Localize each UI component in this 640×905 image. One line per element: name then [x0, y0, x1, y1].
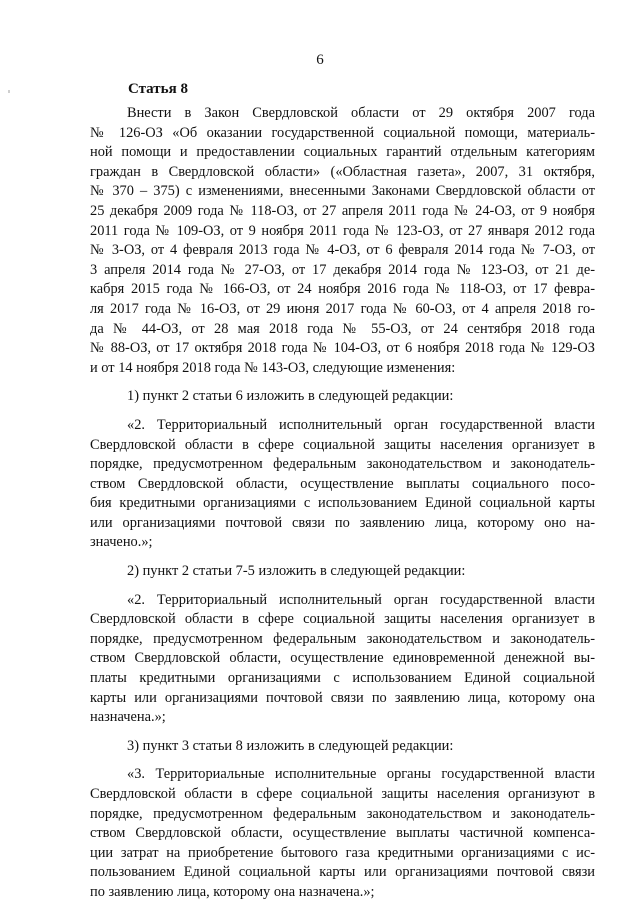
- item3-heading: 3) пункт 3 статьи 8 изложить в следующей редакции:: [127, 737, 454, 754]
- text-line: Внести в Закон Свердловской области от 29 октября 2007 года: [127, 105, 595, 121]
- text-line: Свердловской области в сфере социальной защиты населения организует в: [90, 611, 595, 628]
- item2-paragraph: [90, 591, 595, 728]
- text-line: «2. Территориальный исполнительный орган государственной власти: [127, 591, 595, 608]
- text-line: бия кредитными организациями с использованием Единой социальной карты: [90, 495, 595, 512]
- text-line: ством Свердловской области, осуществление выплаты социального посо-: [90, 475, 595, 492]
- text-line: ством Свердловской области, осуществление единовременной денежной вы-: [90, 650, 595, 667]
- text-line: «2. Территориальный исполнительный орган государственной власти: [127, 416, 595, 433]
- page-number: 6: [316, 52, 324, 68]
- item2-heading: 2) пункт 2 статьи 7-5 изложить в следующей редакции:: [127, 563, 466, 580]
- text-line: и от 14 ноября 2018 года № 143-ОЗ, следующие изменения:: [90, 359, 456, 376]
- intro-paragraph: [90, 104, 595, 378]
- text-line: да № 44-ОЗ, от 28 мая 2018 года № 55-ОЗ, от 24 сентября 2018 года: [90, 320, 595, 337]
- text-line: порядке, предусмотренном федеральным законодательством и законодатель-: [90, 630, 595, 647]
- text-line: № 3-ОЗ, от 4 февраля 2013 года № 4-ОЗ, от 6 февраля 2014 года № 7-ОЗ, от: [90, 242, 595, 259]
- text-line: ной помощи и предоставлении социальных гарантий отдельным категориям: [90, 144, 595, 161]
- text-line: № 88-ОЗ, от 17 октября 2018 года № 104-ОЗ, от 6 ноября 2018 года № 129-ОЗ: [90, 340, 595, 357]
- text-line: или организациями почтовой связи по заявлению лица, которому оно на-: [90, 514, 595, 531]
- scan-speck: [8, 90, 10, 93]
- item1-heading: 1) пункт 2 статьи 6 изложить в следующей редакции:: [127, 388, 454, 405]
- text-line: порядке, предусмотренном федеральным законодательством и законодатель-: [90, 805, 595, 822]
- article-heading: Статья 8: [128, 81, 188, 97]
- text-line: № 370 – 375) с изменениями, внесенными Законами Свердловской области от: [90, 183, 595, 200]
- text-line: ции затрат на приобретение бытового газа кредитными организациями с ис-: [90, 844, 595, 861]
- text-line: карты или организациями почтовой связи по заявлению лица, которому она: [90, 689, 595, 706]
- text-line: Свердловской области в сфере социальной защиты населения организует в: [90, 436, 595, 453]
- text-line: по заявлению лица, которому она назначена.»;: [90, 883, 375, 900]
- text-line: кабря 2015 года № 166-ОЗ, от 24 ноября 2016 года № 118-ОЗ, от 17 февра-: [90, 281, 595, 298]
- text-line: Свердловской области в сфере социальной защиты населения организуют в: [90, 786, 595, 802]
- text-line: № 126-ОЗ «Об оказании государственной социальной помощи, материаль-: [90, 124, 595, 141]
- text-line: 3 апреля 2014 года № 27-ОЗ, от 17 декабря 2014 года № 123-ОЗ, от 21 де-: [90, 261, 595, 278]
- document-body: [90, 104, 595, 903]
- text-line: платы кредитными организациями с использованием Единой социальной: [90, 670, 595, 687]
- text-line: 25 декабря 2009 года № 118-ОЗ, от 27 апреля 2011 года № 24-ОЗ, от 9 ноября: [90, 202, 595, 219]
- text-line: ством Свердловской области, осуществление выплаты частичной компенса-: [90, 825, 595, 842]
- text-line: значено.»;: [90, 534, 153, 551]
- text-line: назначена.»;: [90, 709, 166, 726]
- text-line: пользованием Единой социальной карты или организациями почтовой связи: [90, 864, 595, 881]
- text-line: граждан в Свердловской области» («Областная газета», 2007, 31 октября,: [90, 163, 595, 180]
- text-line: порядке, предусмотренном федеральным законодательством и законодатель-: [90, 456, 595, 473]
- text-line: «3. Территориальные исполнительные органы государственной власти: [127, 766, 595, 783]
- item3-paragraph: [90, 765, 595, 902]
- text-line: ля 2017 года № 16-ОЗ, от 29 июня 2017 года № 60-ОЗ, от 4 апреля 2018 го-: [90, 300, 595, 317]
- text-line: 2011 года № 109-ОЗ, от 9 ноября 2011 года № 123-ОЗ, от 27 января 2012 года: [90, 222, 595, 239]
- item1-paragraph: [90, 416, 595, 553]
